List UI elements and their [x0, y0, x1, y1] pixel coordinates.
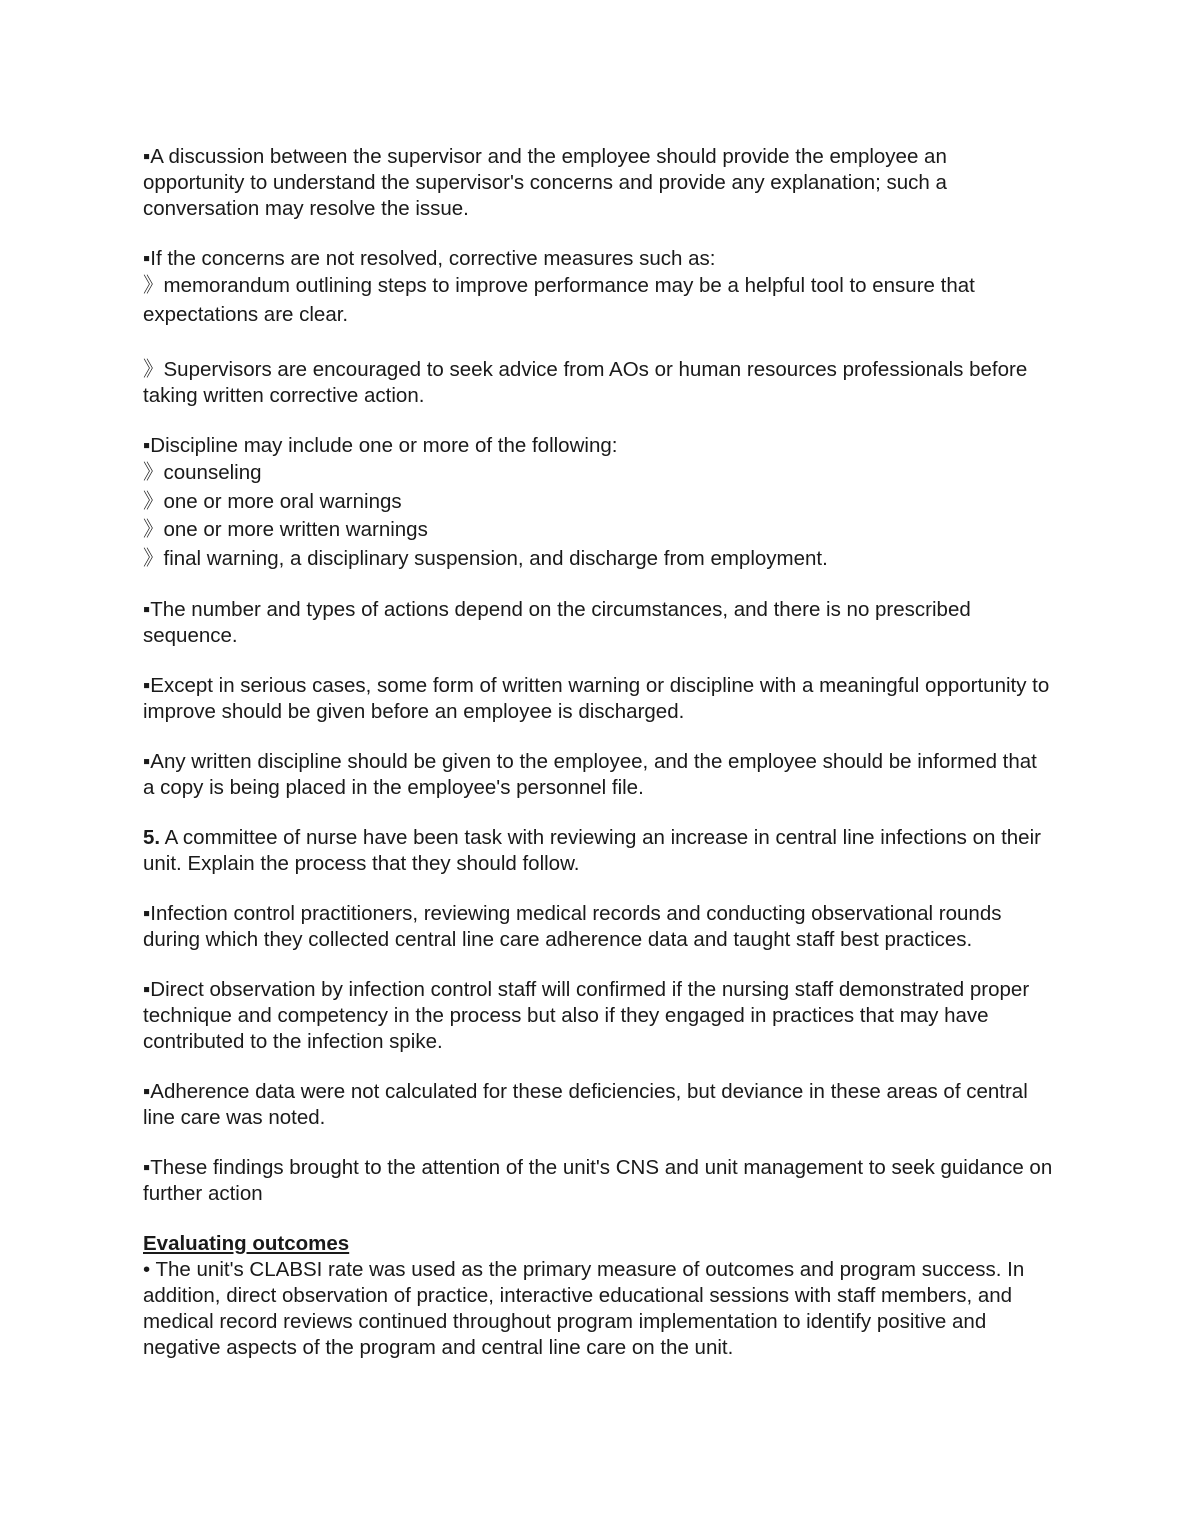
sub-item-supervisors: 》Supervisors are encouraged to seek advice from AOs or human resources professionals before taking written corrective action.: [143, 358, 1028, 407]
paragraph-clabsi: • The unit's CLABSI rate was used as the primary measure of outcomes and program success. In addition, direct observation of practice, interactive educational sessions with staff members, and medical record reviews continued throughout program implementation to identify positive and negative aspects of the program and central line care on the unit.: [143, 1258, 1025, 1359]
answer-direct-observation: ▪Direct observation by infection control staff will confirmed if the nursing staff demonstrated proper technique and competency in the process but also if they engaged in practices that may have contributed to the infection spike.: [143, 978, 1030, 1053]
list-item: 》counseling: [143, 461, 262, 484]
question-number: 5.: [143, 826, 161, 849]
document-body: [143, 144, 1053, 1361]
paragraph-serious-cases: ▪Except in serious cases, some form of written warning or discipline with a meaningful opportunity to improve should be given before an employee is discharged.: [143, 674, 1050, 723]
answer-infection-control: ▪Infection control practitioners, reviewing medical records and conducting observational rounds during which they collected central line care adherence data and taught staff best practices.: [143, 902, 1002, 951]
question-text: A committee of nurse have been task with reviewing an increase in central line infections on their unit. Explain the process that they should follow.: [143, 826, 1041, 875]
paragraph-actions-sequence: ▪The number and types of actions depend on the circumstances, and there is no prescribed sequence.: [143, 598, 971, 647]
list-item: 》one or more oral warnings: [143, 489, 402, 513]
answer-adherence-data: ▪Adherence data were not calculated for these deficiencies, but deviance in these areas of central line care was noted.: [143, 1080, 1028, 1129]
list-item: 》final warning, a disciplinary suspension, and discharge from employment.: [143, 546, 828, 570]
paragraph-concerns: ▪If the concerns are not resolved, corrective measures such as:: [143, 247, 716, 270]
answer-findings: ▪These findings brought to the attention of the unit's CNS and unit management to seek guidance on further action: [143, 1156, 1053, 1205]
corrective-measures-block: [143, 246, 1053, 329]
sub-item-memorandum: 》memorandum outlining steps to improve performance may be a helpful tool to ensure that expectations are clear.: [143, 274, 975, 326]
question-5: [143, 825, 1053, 877]
paragraph-discussion: ▪A discussion between the supervisor and the employee should provide the employee an opportunity to understand the supervisor's concerns and provide any explanation; such a conversation may resolve the issue.: [143, 145, 947, 220]
discipline-block: [143, 433, 1053, 573]
evaluating-outcomes-section: [143, 1231, 1053, 1361]
section-heading: Evaluating outcomes: [143, 1232, 350, 1255]
list-item: 》one or more written warnings: [143, 518, 428, 541]
paragraph-written-discipline: ▪Any written discipline should be given to the employee, and the employee should be informed that a copy is being placed in the employee's personnel file.: [143, 750, 1037, 799]
paragraph-discipline: ▪Discipline may include one or more of the following:: [143, 434, 618, 457]
